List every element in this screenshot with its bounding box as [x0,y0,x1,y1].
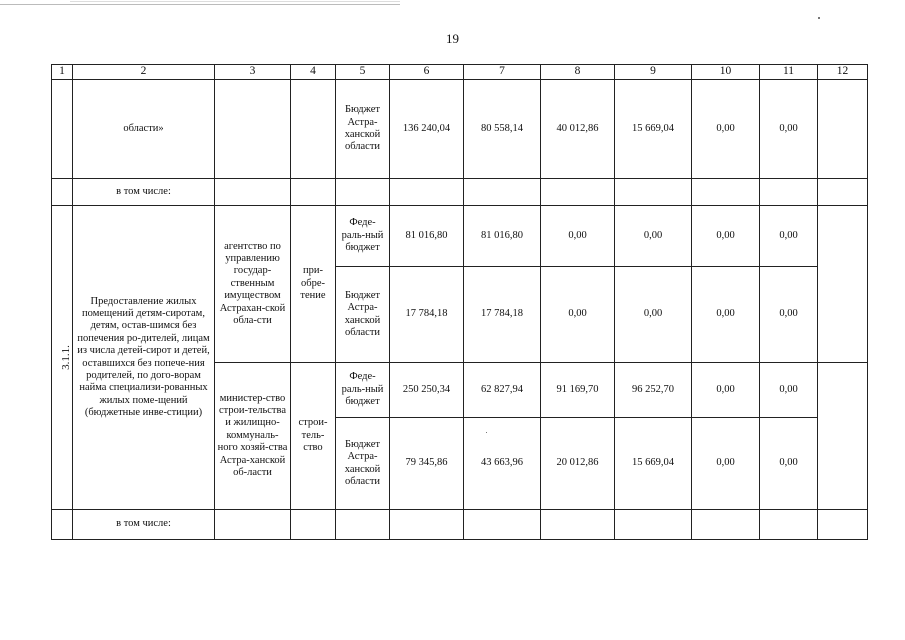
table-cell [818,510,868,540]
column-number-row [52,65,868,80]
column-header: 3 [215,65,291,80]
table-cell [760,510,818,540]
table-row [52,179,868,206]
column-header: 6 [390,65,464,80]
table-cell [215,510,291,540]
column-header: 9 [615,65,692,80]
table-cell [541,510,615,540]
executor-cell: министер-ство строи-тельства и жилищно-коммуналь-ного хозяй-ства Астра-ханской об-ласти [215,363,291,510]
table-cell [291,179,336,206]
value-cell: 15 669,04 [615,418,692,510]
table-cell [692,179,760,206]
executor-cell: агентство по управлению государ-ственным имуществом Астрахан-ской обла-сти [215,206,291,363]
value-cell: 0,00 [615,267,692,363]
table-cell [541,179,615,206]
value-cell: 81 016,80 [464,206,541,267]
value-cell: 0,00 [760,363,818,418]
value-cell: 0,00 [760,418,818,510]
value-cell: 17 784,18 [390,267,464,363]
column-header: 4 [291,65,336,80]
table-cell [52,179,73,206]
value-cell: 43 663,96 [464,418,541,510]
column-header: 11 [760,65,818,80]
table-cell [818,363,868,510]
scan-speck [818,17,820,19]
column-header: 2 [73,65,215,80]
funding-source-cell: Феде-раль-ный бюджет [336,206,390,267]
budget-table [51,64,868,540]
table-cell [818,80,868,179]
table-cell [464,179,541,206]
funding-source-cell: Феде-раль-ный бюджет [336,363,390,418]
value-cell: 0,00 [760,206,818,267]
value-cell: 20 012,86 [541,418,615,510]
table-cell [336,510,390,540]
value-cell: 0,00 [760,80,818,179]
subtotal-label: в том числе: [73,510,215,540]
funding-source-cell: Бюджет Астра-ханской области [336,267,390,363]
value-cell: 0,00 [541,206,615,267]
value-cell: 62 827,94 [464,363,541,418]
table-cell [336,179,390,206]
funding-source-cell: Бюджет Астра-ханской области [336,80,390,179]
table-cell [215,80,291,179]
value-cell: 91 169,70 [541,363,615,418]
item-number: 3.1.1. [59,344,72,370]
scan-artifact-line [70,1,400,2]
table-cell [291,510,336,540]
column-header: 10 [692,65,760,80]
table-row [52,206,868,267]
table-cell [390,179,464,206]
value-cell: 0,00 [692,267,760,363]
description-cell: области» [73,80,215,179]
table-cell [52,510,73,540]
table-cell [464,510,541,540]
table-cell [760,179,818,206]
table-cell [615,179,692,206]
value-cell: 250 250,34 [390,363,464,418]
table-row [52,80,868,179]
value-cell: 96 252,70 [615,363,692,418]
value-cell: 136 240,04 [390,80,464,179]
column-header: 7 [464,65,541,80]
table-row [52,510,868,540]
table-cell [215,179,291,206]
item-description: Предоставление жилых помещений детям-сиротам, детям, остав-шимся без попечения ро-дителей, лицам из числа детей-сирот и детей, оставшихся без попече-ния родителей, по дого-ворам найма специализи-рованных жилых поме-щений (бюджетные инве-стиции) [73,206,215,510]
value-cell: 0,00 [541,267,615,363]
table-cell [52,80,73,179]
column-header: 12 [818,65,868,80]
table-cell [615,510,692,540]
funding-source-cell: Бюджет Астра-ханской области [336,418,390,510]
scan-artifact-line [0,4,400,5]
column-header: 5 [336,65,390,80]
table-cell [390,510,464,540]
value-cell: 0,00 [692,418,760,510]
table-cell [818,179,868,206]
value-cell: 0,00 [615,206,692,267]
value-cell: 81 016,80 [390,206,464,267]
value-cell: 0,00 [692,363,760,418]
action-cell: строи-тель-ство [291,363,336,510]
value-cell: 15 669,04 [615,80,692,179]
value-cell: 0,00 [760,267,818,363]
table-cell [291,80,336,179]
value-cell: 17 784,18 [464,267,541,363]
action-cell: при-обре-тение [291,206,336,363]
value-cell: 40 012,86 [541,80,615,179]
column-header: 1 [52,65,73,80]
table-cell [818,206,868,363]
subtotal-label: в том числе: [73,179,215,206]
value-cell: 80 558,14 [464,80,541,179]
page-number: 19 [446,31,459,46]
table-cell [692,510,760,540]
column-header: 8 [541,65,615,80]
value-cell: 0,00 [692,80,760,179]
item-number-cell [52,206,73,510]
value-cell: 79 345,86 [390,418,464,510]
value-cell: 0,00 [692,206,760,267]
